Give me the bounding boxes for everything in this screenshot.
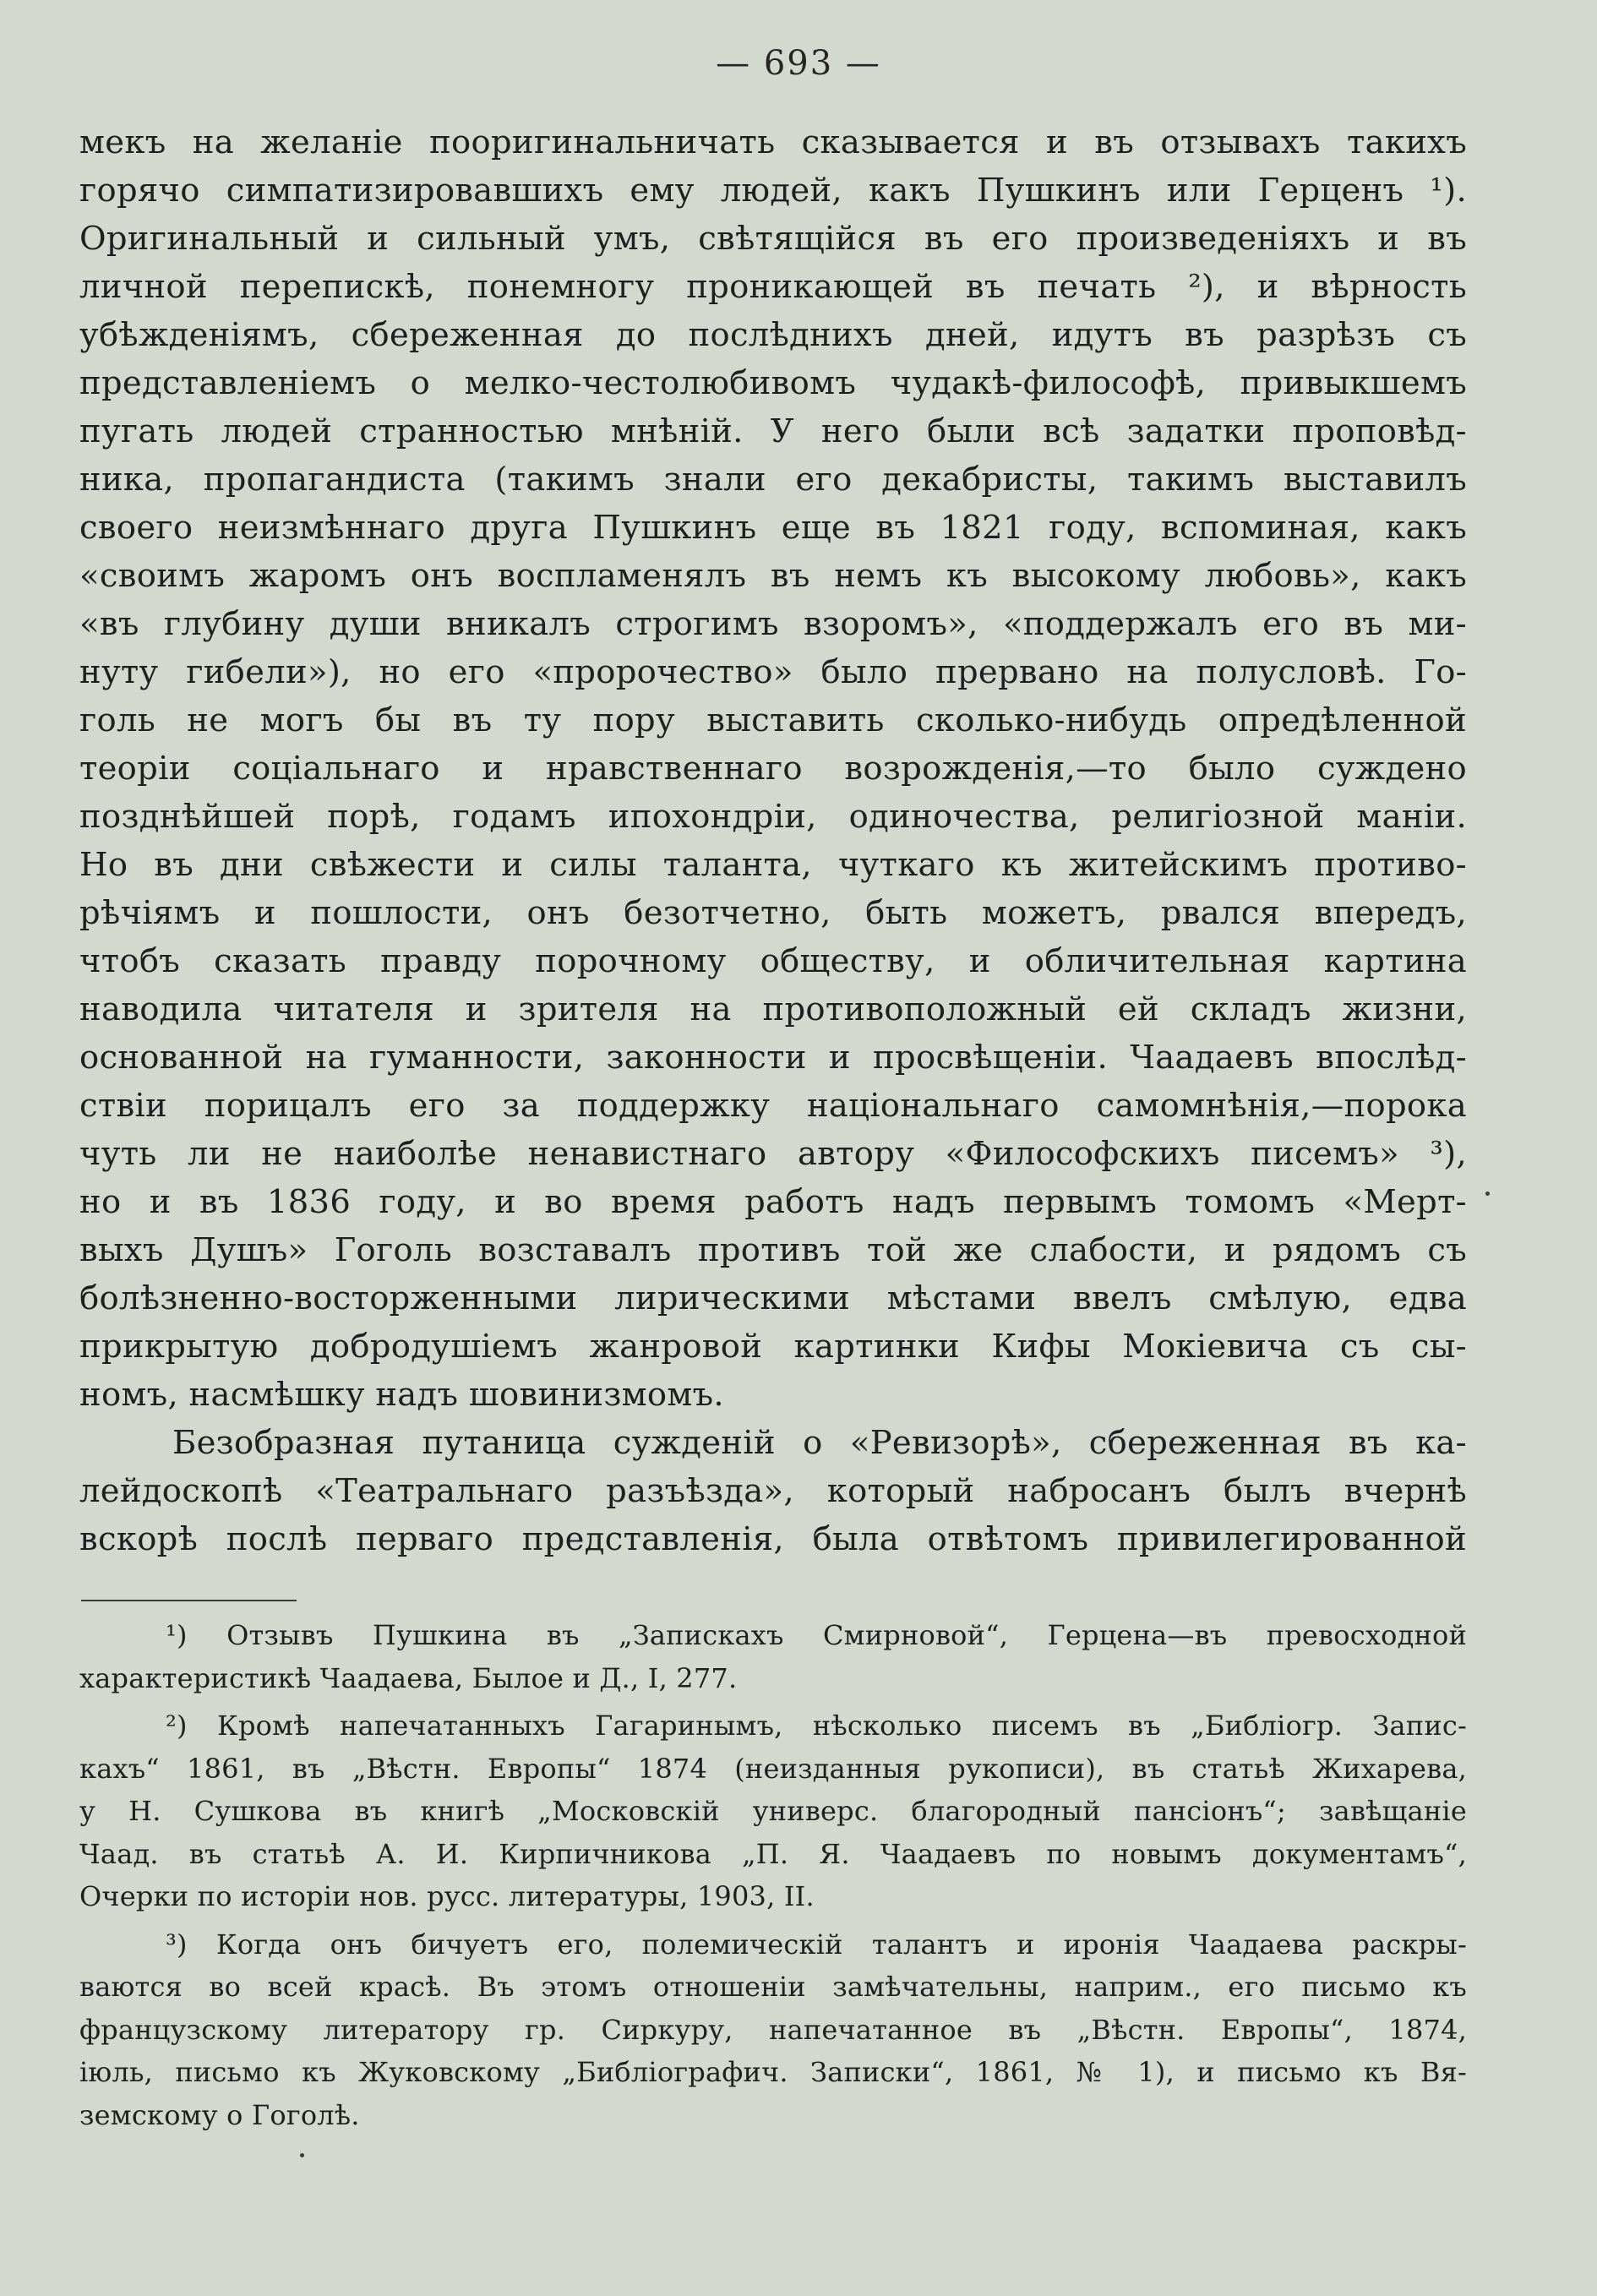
text-line: прикрытую добродушіемъ жанровой картинки Кифы Мокіевича съ сы- [79,1328,1467,1366]
footnote-line: Чаад. въ статьѣ А. И. Кирпичникова „П. Я. Чаадаевъ по новымъ документамъ“, [79,1837,1467,1870]
text-line: ника, пропагандиста (такимъ знали его декабристы, такимъ выставилъ [79,461,1467,499]
footnote-line: кахъ“ 1861, въ „Вѣстн. Европы“ 1874 (неизданныя рукописи), въ статьѣ Жихарева, [79,1752,1467,1785]
text-line: мекъ на желаніе пооригинальничать сказывается и въ отзывахъ такихъ [79,123,1467,161]
text-line: наводила читателя и зрителя на противоположный ей складъ жизни, [79,990,1467,1028]
footnote-line: земскому о Гоголѣ. [79,2098,360,2131]
footnote-line: іюль, письмо къ Жуковскому „Библіографич. Записки“, 1861, № 1), и письмо къ Вя- [79,2056,1467,2088]
text-line: Безобразная путаница сужденій о «Ревизорѣ», сбереженная въ ка- [172,1424,1467,1462]
footnote-line: ¹) Отзывъ Пушкина въ „Запискахъ Смирновой“, Герцена—въ превосходной [166,1619,1467,1651]
footnote-line: у Н. Сушкова въ книгѣ „Московскій универс. благородный пансіонъ“; завѣщаніе [79,1795,1467,1827]
text-line: своего неизмѣннаго друга Пушкинъ еще въ 1821 году, вспоминая, какъ [79,509,1467,547]
ink-speck [1485,1192,1490,1196]
text-line: убѣжденіямъ, сбереженная до послѣднихъ дней, идутъ въ разрѣзъ съ [79,316,1467,354]
ink-speck [300,2153,304,2157]
footnote-line: французскому литератору гр. Сиркуру, напечатанное въ „Вѣстн. Европы“, 1874, [79,2013,1467,2046]
text-line: основанной на гуманности, законности и просвѣщеніи. Чаадаевъ впослѣд- [79,1039,1467,1077]
footnote-line: ³) Когда онъ бичуетъ его, полемическій талантъ и иронія Чаадаева раскры- [166,1928,1467,1961]
footnote-line: Очерки по исторіи нов. русс. литературы, 1903, II. [79,1880,815,1912]
text-line: выхъ Душъ» Гоголь возставалъ противъ той же слабости, и рядомъ съ [79,1231,1467,1269]
footnotes [79,1614,1467,2136]
text-line: чтобъ сказать правду порочному обществу, и обличительная картина [79,942,1467,980]
text-line: личной перепискѣ, понемногу проникающей въ печать ²), и вѣрность [79,268,1467,306]
footnote-divider [81,1600,297,1601]
footnote-line: ²) Кромѣ напечатанныхъ Гагаринымъ, нѣсколько писемъ въ „Библіогр. Запис- [166,1710,1467,1742]
page-number: — 693 — [716,44,881,83]
text-line: «своимъ жаромъ онъ воспламенялъ въ немъ къ высокому любовь», какъ [79,557,1467,595]
footnote-line: характеристикѣ Чаадаева, Былое и Д., I, 277. [79,1661,738,1694]
text-line: «въ глубину души вникалъ строгимъ взоромъ», «поддержалъ его въ ми- [79,605,1467,643]
text-line: Но въ дни свѣжести и силы таланта, чуткаго къ житейскимъ противо- [79,846,1467,884]
text-line: позднѣйшей порѣ, годамъ ипохондріи, одиночества, религіозной маніи. [79,798,1467,836]
text-line: чуть ли не наиболѣе ненавистнаго автору «Философскихъ писемъ» ³), [79,1135,1467,1173]
text-line: представленіемъ о мелко-честолюбивомъ чудакѣ-философѣ, привыкшемъ [79,364,1467,402]
text-line: номъ, насмѣшку надъ шовинизмомъ. [79,1376,724,1414]
text-line: вскорѣ послѣ перваго представленія, была отвѣтомъ привилегированной [79,1520,1467,1558]
text-line: пугать людей странностью мнѣній. У него были всѣ задатки проповѣд- [79,412,1467,450]
text-line: болѣзненно-восторженными лирическими мѣстами ввелъ смѣлую, едва [79,1279,1467,1317]
text-line: но и въ 1836 году, и во время работъ надъ первымъ томомъ «Мерт- [79,1183,1467,1221]
text-line: лейдоскопѣ «Театральнаго разъѣзда», который набросанъ былъ вчернѣ [79,1472,1467,1510]
text-line: рѣчіямъ и пошлости, онъ безотчетно, быть можетъ, рвался впередъ, [79,894,1467,932]
text-line: горячо симпатизировавшихъ ему людей, какъ Пушкинъ или Герценъ ¹). [79,172,1467,210]
main-text [79,118,1467,1563]
text-line: теоріи соціальнаго и нравственнаго возрожденія,—то было суждено [79,750,1467,788]
footnote-line: ваются во всей красѣ. Въ этомъ отношеніи замѣчательны, наприм., его письмо къ [79,1971,1467,2003]
text-line: голь не могъ бы въ ту пору выставить сколько-нибудь опредѣленной [79,701,1467,739]
text-line: Оригинальный и сильный умъ, свѣтящійся въ его произведеніяхъ и въ [79,220,1467,258]
text-line: ствіи порицалъ его за поддержку національнаго самомнѣнія,—порока [79,1087,1467,1125]
text-line: нуту гибели»), но его «пророчество» было прервано на полусловѣ. Го- [79,653,1467,691]
